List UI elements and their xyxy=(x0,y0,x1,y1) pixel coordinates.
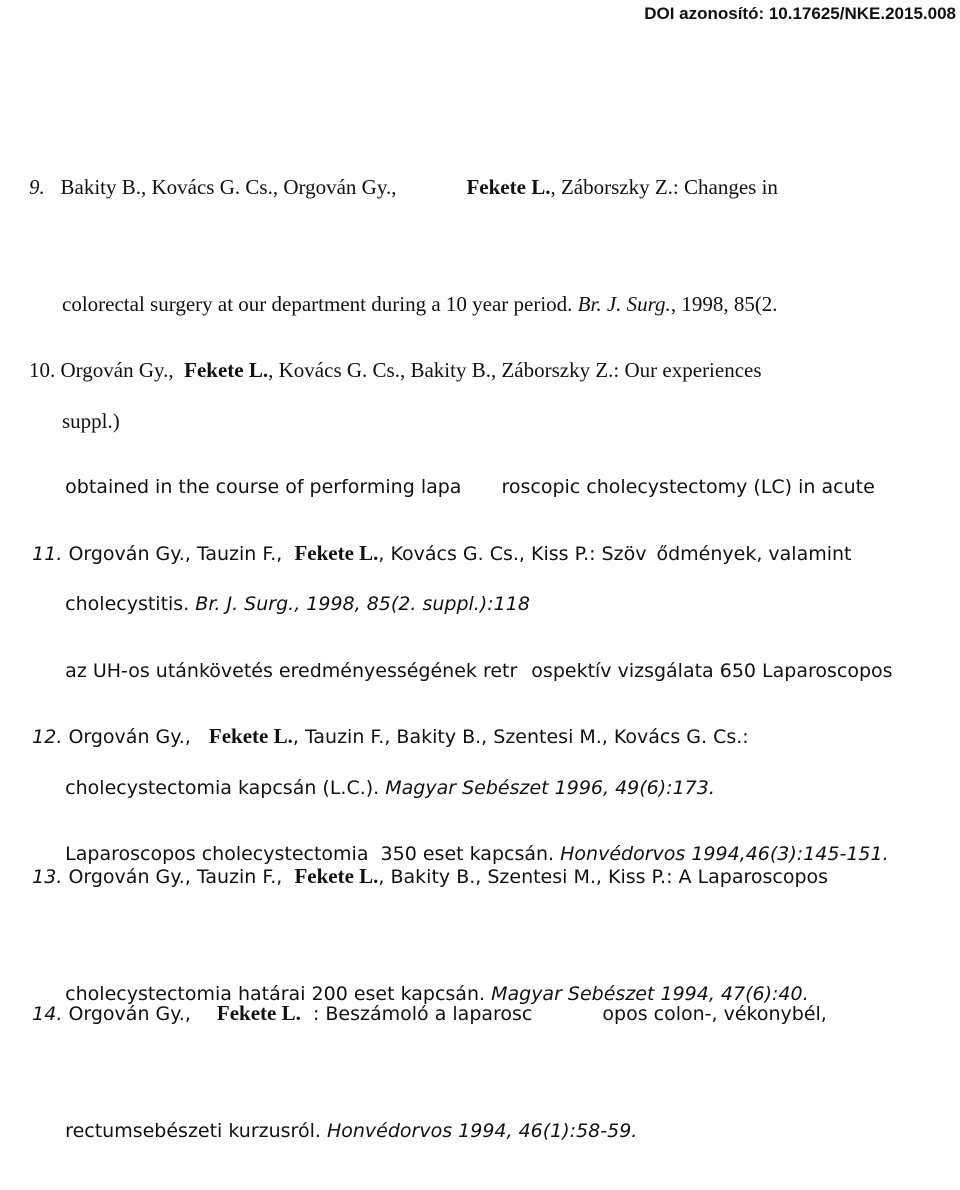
title-text: az UH-os utánkövetés eredményességének retr xyxy=(65,660,518,682)
bold-author: Fekete L. xyxy=(294,864,379,888)
title-text: Laparoscopos cholecystectomia 350 eset kapcsán. xyxy=(65,843,555,865)
title-end: cholecystectomia kapcsán (L.C.). xyxy=(65,777,380,799)
title-text-cont: roscopic cholecystectomy (LC) in acute xyxy=(501,476,875,498)
entry-number: 9. xyxy=(29,175,45,199)
doi-identifier: DOI azonosító: 10.17625/NKE.2015.008 xyxy=(644,4,956,23)
bold-author: Fekete L. xyxy=(294,541,379,565)
title-text-cont: ődmények, valamint xyxy=(656,543,852,565)
entry-number: 14. xyxy=(32,1003,63,1025)
authors-title: , Záborszky Z.: Changes in xyxy=(550,175,778,199)
bold-author: Fekete L. xyxy=(208,724,293,748)
title-text: rectumsebészeti kurzusról. xyxy=(65,1120,321,1142)
authors-title: , Tauzin F., Bakity B., Szentesi M., Kovács G. Cs.: xyxy=(292,726,749,748)
entry-number: 13. xyxy=(32,866,63,888)
authors: Bakity B., Kovács G. Cs., Orgován Gy., xyxy=(60,175,397,199)
authors: Orgován Gy., Tauzin F., xyxy=(68,543,283,565)
authors: Orgován Gy., Tauzin F., xyxy=(68,866,283,888)
reference-entry-14 xyxy=(8,955,956,1190)
authors: Orgován Gy., xyxy=(60,358,174,382)
authors-title: , Kovács G. Cs., Bakity B., Záborszky Z.: Our experiences xyxy=(268,358,762,382)
title-text: colorectal surgery at our department during a 10 year period. xyxy=(62,292,573,316)
journal-reference: Magyar Sebészet 1994, 47(6):40. xyxy=(491,983,809,1005)
title-text: cholecystectomia határai 200 eset kapcsán. xyxy=(65,983,486,1005)
citation-details: , 1998, 85(2. suppl.):118 xyxy=(294,593,530,615)
entry-number: 11. xyxy=(32,543,63,565)
title-end: cholecystitis. xyxy=(65,593,190,615)
authors: Orgován Gy., xyxy=(68,726,191,748)
bold-author: Fekete L. xyxy=(216,1001,301,1025)
journal-name: Br. J. Surg. xyxy=(577,292,671,316)
citation-details: , 1998, 85(2. xyxy=(670,292,778,316)
journal-reference: Honvédorvos 1994,46(3):145-151. xyxy=(560,843,889,865)
title-text-cont2: ospektív vizsgálata 650 Laparoscopos xyxy=(531,660,893,682)
journal-name: Br. J. Surg. xyxy=(195,593,295,615)
bold-author: Fekete L. xyxy=(466,175,551,199)
authors-title: : Beszámoló a laparosc xyxy=(312,1003,533,1025)
title-text: obtained in the course of performing lapa xyxy=(65,476,462,498)
entry-number: 10. xyxy=(29,358,56,382)
title-text-cont: opos colon-, vékonybél, xyxy=(602,1003,827,1025)
citation-details-cont: suppl.) xyxy=(62,409,120,433)
authors-title: , Bakity B., Szentesi M., Kiss P.: A Laparoscopos xyxy=(378,866,829,888)
entry-number: 12. xyxy=(32,726,63,748)
authors: Orgován Gy., xyxy=(68,1003,191,1025)
journal-reference: Honvédorvos 1994, 46(1):58-59. xyxy=(326,1120,638,1142)
authors-title: , Kovács G. Cs., Kiss P.: Szöv xyxy=(378,543,647,565)
bold-author: Fekete L. xyxy=(184,358,269,382)
journal-reference: Magyar Sebészet 1996, 49(6):173. xyxy=(385,777,715,799)
